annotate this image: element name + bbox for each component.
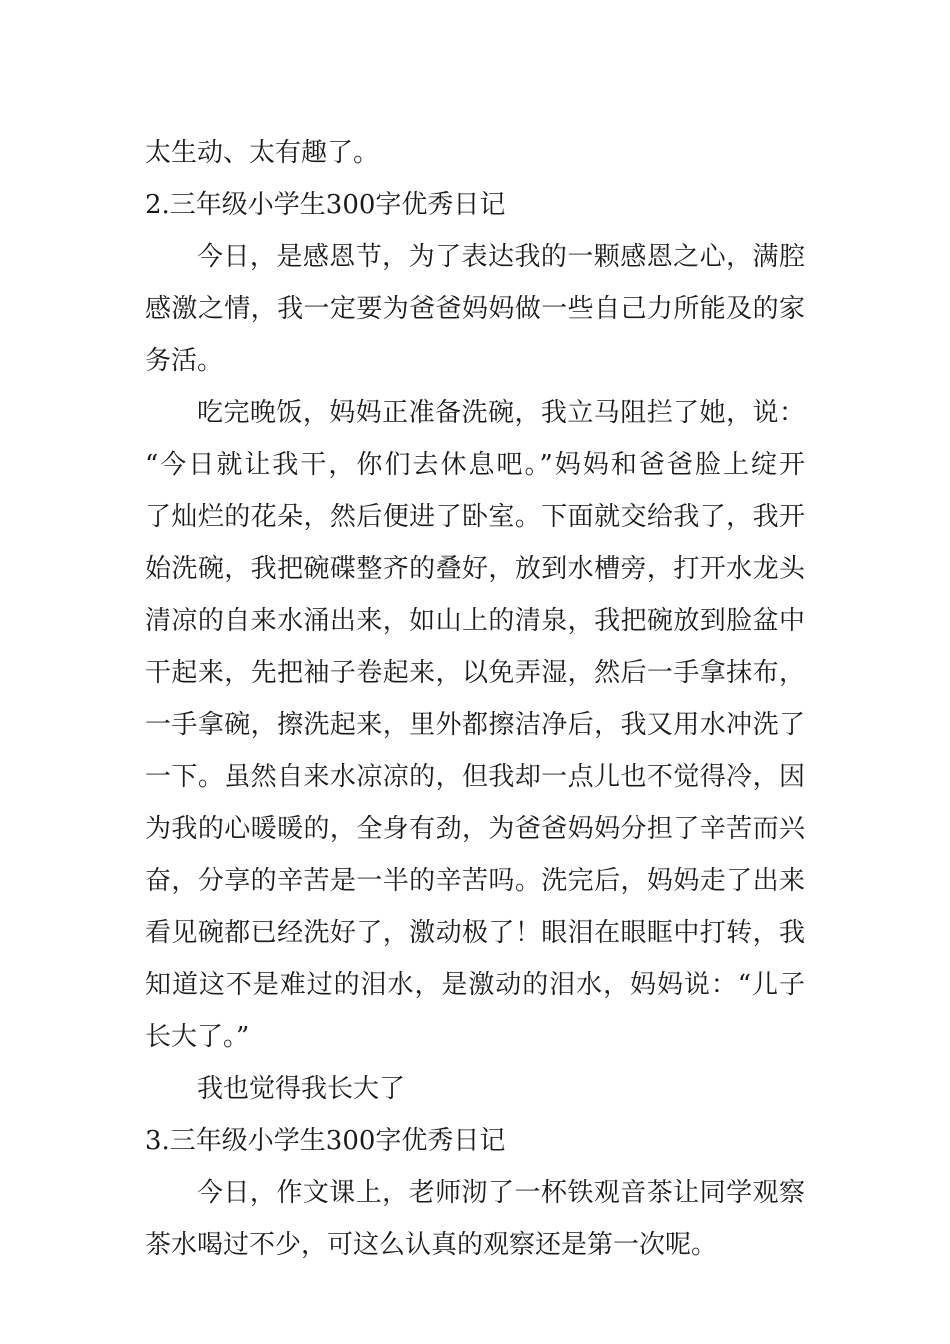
- paragraph: [145, 387, 805, 1063]
- paragraph-line: 知道这不是难过的泪水，是激动的泪水，妈妈说：“儿子: [145, 970, 805, 1000]
- paragraph-line: 一下。虽然自来水凉凉的，但我却一点儿也不觉得冷，因: [145, 762, 805, 792]
- paragraph: [145, 1063, 805, 1115]
- paragraph: [145, 127, 805, 179]
- paragraph-line: 看见碗都已经洗好了，激动极了！眼泪在眼眶中打转，我: [145, 918, 805, 948]
- paragraph-line: 一手拿碗，擦洗起来，里外都擦洁净后，我又用水冲洗了: [145, 710, 805, 740]
- paragraph-line: 了灿烂的花朵，然后便进了卧室。下面就交给我了，我开: [145, 502, 805, 532]
- paragraph-line: 干起来，先把袖子卷起来，以免弄湿，然后一手拿抹布，: [145, 658, 805, 688]
- paragraph-line: 吃完晚饭，妈妈正准备洗碗，我立马阻拦了她，说：: [197, 398, 805, 428]
- paragraph-line: 清凉的自来水涌出来，如山上的清泉，我把碗放到脸盆中: [145, 606, 805, 636]
- section-heading: 2.三年级小学生300字优秀日记: [145, 190, 506, 220]
- section-heading: 3.三年级小学生300字优秀日记: [145, 1126, 506, 1156]
- paragraph-line: 我也觉得我长大了: [197, 1074, 406, 1104]
- paragraph-line: 茶水喝过不少，可这么认真的观察还是第一次呢。: [145, 1230, 718, 1260]
- paragraph-line: 长大了。”: [145, 1022, 250, 1052]
- paragraph: [145, 231, 805, 387]
- paragraph-line: 感激之情，我一定要为爸爸妈妈做一些自己力所能及的家: [145, 294, 805, 324]
- paragraph-line: 为我的心暖暖的，全身有劲，为爸爸妈妈分担了辛苦而兴: [145, 814, 805, 844]
- paragraph-line: 始洗碗，我把碗碟整齐的叠好，放到水槽旁，打开水龙头: [145, 554, 805, 584]
- paragraph-line: 今日，作文课上，老师沏了一杯铁观音茶让同学观察: [197, 1178, 805, 1208]
- paragraph: [145, 1167, 805, 1271]
- paragraph-line: 今日，是感恩节，为了表达我的一颗感恩之心，满腔: [197, 242, 805, 272]
- document-page: [145, 127, 805, 1271]
- paragraph-line: 务活。: [145, 346, 224, 376]
- paragraph-line: “今日就让我干，你们去休息吧。”妈妈和爸爸脸上绽开: [145, 450, 805, 480]
- paragraph-line: 太生动、太有趣了。: [145, 138, 380, 168]
- paragraph-line: 奋，分享的辛苦是一半的辛苦吗。洗完后，妈妈走了出来: [145, 866, 805, 896]
